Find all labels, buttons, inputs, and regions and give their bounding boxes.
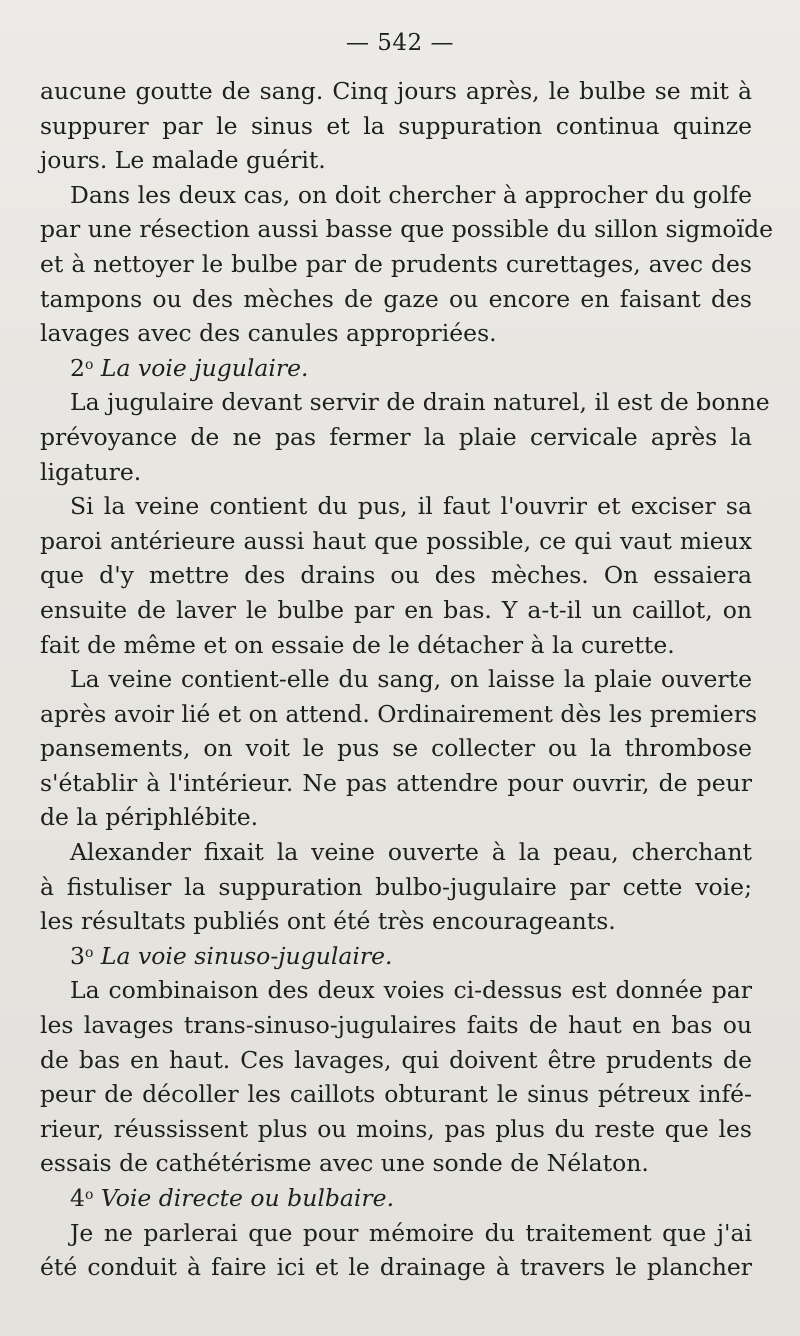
- text-line: Si la veine contient du pus, il faut l'ouvrir et exciser sa: [70, 492, 752, 521]
- text-line: et à nettoyer le bulbe par de prudents curettages, avec des: [40, 249, 752, 278]
- heading-ordinal: o: [84, 356, 94, 373]
- text-line: La combinaison des deux voies ci-dessus est donnée par: [70, 976, 752, 1005]
- text-line: essais de cathétérisme avec une sonde de Nélaton.: [40, 1149, 649, 1178]
- text-line: peur de décoller les caillots obturant le sinus pétreux infé-: [40, 1080, 752, 1109]
- text-line: paroi antérieure aussi haut que possible, ce qui vaut mieux: [40, 526, 752, 555]
- text-line: ligature.: [40, 457, 142, 486]
- section-heading: [40, 1181, 752, 1216]
- text-line: tampons ou des mèches de gaze ou encore en faisant des: [40, 284, 752, 313]
- text-line: Dans les deux cas, on doit chercher à approcher du golfe: [70, 180, 752, 209]
- heading-title: La voie jugulaire.: [100, 353, 309, 382]
- text-line: pansements, on voit le pus se collecter ou la thrombose: [40, 734, 752, 763]
- text-line: ensuite de laver le bulbe par en bas. Y a-t-il un caillot, on: [40, 595, 752, 624]
- text-line: par une résection aussi basse que possible du sillon sigmoïde: [40, 215, 774, 244]
- text-line: s'établir à l'intérieur. Ne pas attendre pour ouvrir, de peur: [40, 768, 752, 797]
- text-line: fait de même et on essaie de le détacher à la curette.: [40, 630, 675, 659]
- heading-number: 3: [70, 941, 85, 970]
- text-line: Je ne parlerai que pour mémoire du traitement que j'ai: [70, 1218, 752, 1247]
- text-line: La jugulaire devant servir de drain naturel, il est de bonne: [70, 388, 770, 417]
- heading-title: La voie sinuso-jugulaire.: [100, 941, 393, 970]
- heading-number: 4: [70, 1184, 85, 1212]
- text-line: été conduit à faire ici et le drainage à travers le plancher: [40, 1253, 752, 1282]
- heading-ordinal: o: [84, 944, 94, 961]
- text-line: La veine contient-elle du sang, on laisse la plaie ouverte: [70, 665, 752, 694]
- heading-ordinal: o: [84, 1187, 94, 1203]
- text-line: jours. Le malade guérit.: [40, 146, 326, 175]
- page-number: — 542 —: [345, 30, 455, 56]
- body-text: [40, 74, 774, 1285]
- heading-number: 2: [70, 353, 85, 382]
- text-line: aucune goutte de sang. Cinq jours après, le bulbe se mit à: [40, 77, 752, 105]
- text-line: suppurer par le sinus et la suppuration continua quinze: [40, 111, 752, 140]
- text-line: Alexander fixait la veine ouverte à la peau, cherchant: [70, 838, 752, 867]
- text-line: que d'y mettre des drains ou des mèches. On essaiera: [40, 561, 752, 590]
- section-heading: [40, 939, 752, 974]
- text-line: lavages avec des canules appropriées.: [40, 319, 497, 348]
- heading-title: Voie directe ou bulbaire.: [100, 1184, 395, 1212]
- text-line: de bas en haut. Ces lavages, qui doivent être prudents de: [40, 1045, 752, 1074]
- text-line: prévoyance de ne pas fermer la plaie cervicale après la: [40, 422, 752, 451]
- text-line: après avoir lié et on attend. Ordinairement dès les premiers: [40, 699, 758, 728]
- text-line: les lavages trans-sinuso-jugulaires faits de haut en bas ou: [40, 1011, 752, 1040]
- text-line: de la périphlébite.: [40, 803, 259, 832]
- section-heading: [40, 351, 752, 386]
- text-line: les résultats publiés ont été très encourageants.: [40, 907, 616, 936]
- text-line: à fistuliser la suppuration bulbo-jugulaire par cette voie;: [40, 872, 752, 901]
- text-line: rieur, réussissent plus ou moins, pas plus du reste que les: [40, 1114, 752, 1143]
